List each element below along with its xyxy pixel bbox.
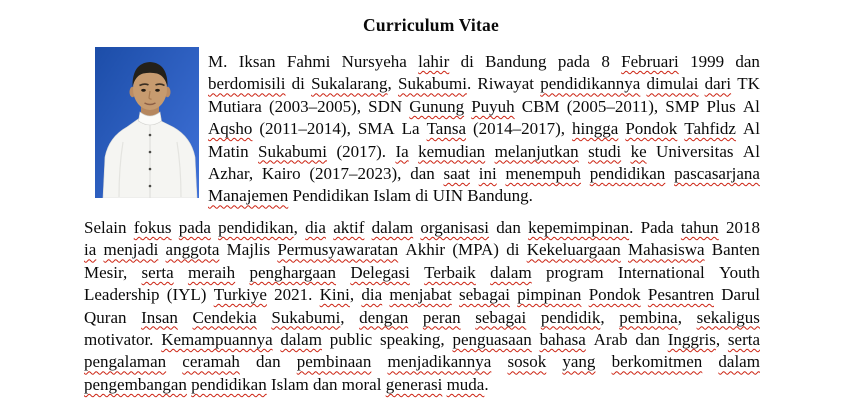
page-title: Curriculum Vitae	[363, 15, 499, 35]
misspelled-word: ini	[478, 164, 497, 184]
misspelled-word: kepemimpinan	[528, 218, 630, 237]
misspelled-word: Sukabumi	[258, 141, 327, 161]
misspelled-word: dia	[305, 218, 326, 237]
misspelled-word: Cendekia	[192, 307, 257, 327]
misspelled-word: Kekeluargaan	[526, 240, 621, 260]
misspelled-word: dalam	[718, 352, 760, 372]
misspelled-word: Delegasi	[350, 262, 410, 282]
text-line: Quran Insan Cendekia Sukabumi, dengan peran sebagai pendidik, pembina, sekaligus	[84, 307, 760, 327]
misspelled-word: generasi	[385, 374, 443, 394]
text-line: pengembangan pendidikan Islam dan moral generasi muda.	[84, 374, 489, 394]
misspelled-word: dia	[361, 285, 383, 305]
misspelled-word: Pondok	[588, 285, 641, 305]
misspelled-word: sebagai	[458, 285, 510, 305]
misspelled-word: Gunung	[409, 96, 465, 116]
misspelled-word: dalam	[371, 218, 414, 237]
misspelled-word: pendidik	[540, 307, 601, 327]
misspelled-word: fokus	[133, 218, 172, 237]
text-line: Matin Sukabumi (2017). Ia kemudian melanjutkan studi ke Universitas Al	[208, 141, 760, 161]
misspelled-word: Terbaik	[424, 262, 476, 282]
misspelled-word: ia	[84, 240, 97, 260]
text-line: Manajemen Pendidikan Islam di UIN Bandung.	[208, 186, 533, 206]
misspelled-word: Februari	[621, 52, 679, 71]
misspelled-word: Sukabumi	[271, 307, 341, 327]
text-line: pengalaman ceramah dan pembinaan menjadikannya sosok yang berkomitmen dalam	[84, 352, 760, 372]
text-line: Azhar, Kairo (2017–2023), dan saat ini menempuh pendidikan pascasarjana	[208, 164, 760, 184]
misspelled-word: serta	[727, 330, 760, 350]
misspelled-word: Sukalarang	[311, 74, 388, 94]
misspelled-word: serta	[141, 262, 174, 282]
misspelled-word: Inggris	[667, 330, 716, 350]
misspelled-word: pendidikan	[589, 164, 666, 184]
misspelled-word: Mahasiswa	[628, 240, 705, 260]
misspelled-word: pengalaman	[84, 352, 167, 372]
misspelled-word: penghargaan	[249, 262, 337, 282]
text-line: Mesir, serta meraih penghargaan Delegasi Terbaik dalam program International Youth	[84, 262, 760, 282]
bio-paragraph-2	[84, 217, 760, 396]
misspelled-word: sosok	[507, 352, 547, 372]
misspelled-word: Insan	[141, 307, 178, 327]
text-line: Aqsho (2011–2014), SMA La Tansa (2014–2017), hingga Pondok Tahfidz Al	[208, 119, 760, 139]
misspelled-word: Turkiye	[213, 285, 267, 305]
misspelled-word: pembina	[619, 307, 678, 327]
misspelled-word: bahasa	[539, 330, 586, 350]
text-line: Mutiara (2003–2005), SDN Gunung Puyuh CBM (2005–2011), SMP Plus Al	[208, 96, 760, 116]
misspelled-word: organisasi	[420, 218, 490, 237]
misspelled-word: berdomisili	[208, 74, 286, 94]
misspelled-word: tahun	[680, 218, 719, 237]
misspelled-word: melanjutkan	[494, 141, 579, 161]
misspelled-word: berkomitmen	[611, 352, 703, 372]
misspelled-word: yang	[562, 352, 596, 372]
misspelled-word: pascasarjana	[674, 164, 760, 184]
bio-paragraph-1	[208, 51, 760, 208]
misspelled-word: dengan	[359, 307, 409, 327]
misspelled-word: meraih	[187, 262, 236, 282]
misspelled-word: Pesantren	[647, 285, 714, 305]
misspelled-word: pengembangan	[84, 374, 187, 394]
misspelled-word: pembinaan	[296, 352, 372, 372]
person-portrait-image	[95, 47, 199, 198]
misspelled-word: Puyuh	[471, 96, 515, 116]
misspelled-word: dalam	[490, 262, 532, 282]
profile-photo	[95, 47, 199, 198]
misspelled-word: Pondok	[625, 119, 678, 139]
misspelled-word: pada	[178, 218, 211, 237]
misspelled-word: aktif	[333, 218, 365, 237]
text-line: M. Iksan Fahmi Nursyeha lahir di Bandung pada 8 Februari 1999 dan	[208, 52, 760, 71]
misspelled-word: pendidikan	[191, 374, 267, 394]
misspelled-word: Ia	[395, 141, 409, 161]
text-line: motivator. Kemampuannya dalam public speaking, penguasaan bahasa Arab dan Inggris, serta	[84, 330, 760, 350]
misspelled-word: muda	[446, 374, 485, 394]
misspelled-word: pendidikan	[218, 218, 294, 237]
misspelled-word: dari	[704, 74, 732, 94]
misspelled-word: hingga	[572, 119, 619, 139]
misspelled-word: Sukabumi	[397, 74, 467, 94]
misspelled-word: menjabat	[389, 285, 452, 305]
misspelled-word: Aqsho	[208, 119, 253, 139]
text-line: Leadership (IYL) Turkiye 2021. Kini, dia menjabat sebagai pimpinan Pondok Pesantren Darul	[84, 285, 760, 305]
text-line: Selain fokus pada pendidikan, dia aktif dalam organisasi dan kepemimpinan. Pada tahun 2018	[84, 218, 760, 237]
misspelled-word: pendidikannya	[540, 74, 641, 94]
misspelled-word: dalam	[280, 330, 322, 350]
misspelled-word: Permusyawaratan	[277, 240, 399, 260]
text-line: berdomisili di Sukalarang, Sukabumi. Riwayat pendidikannya dimulai dari TK	[208, 74, 760, 94]
misspelled-word: penguasaan	[452, 330, 532, 350]
misspelled-word: studi	[588, 141, 622, 161]
misspelled-word: menempuh	[505, 164, 581, 184]
misspelled-word: saat	[443, 164, 470, 184]
misspelled-word: Tahfidz	[684, 119, 736, 139]
misspelled-word: Tansa	[426, 119, 466, 139]
misspelled-word: anggota	[165, 240, 220, 260]
misspelled-word: menjadi	[103, 240, 159, 260]
misspelled-word: sekaligus	[696, 307, 760, 327]
misspelled-word: ke	[630, 141, 647, 161]
misspelled-word: Kemampuannya	[161, 330, 273, 350]
misspelled-word: kemudian	[418, 141, 486, 161]
misspelled-word: lahir	[418, 52, 450, 71]
misspelled-word: pimpinan	[517, 285, 582, 305]
misspelled-word: Kini	[319, 285, 350, 305]
misspelled-word: dimulai	[646, 74, 699, 94]
misspelled-word: peran	[422, 307, 461, 327]
misspelled-word: sebagai	[475, 307, 527, 327]
misspelled-word: Manajemen	[208, 186, 289, 206]
misspelled-word: ceramah	[182, 352, 240, 372]
text-line: ia menjadi anggota Majlis Permusyawaratan Akhir (MPA) di Kekeluargaan Mahasiswa Banten	[84, 240, 760, 260]
misspelled-word: menjadikannya	[387, 352, 492, 372]
